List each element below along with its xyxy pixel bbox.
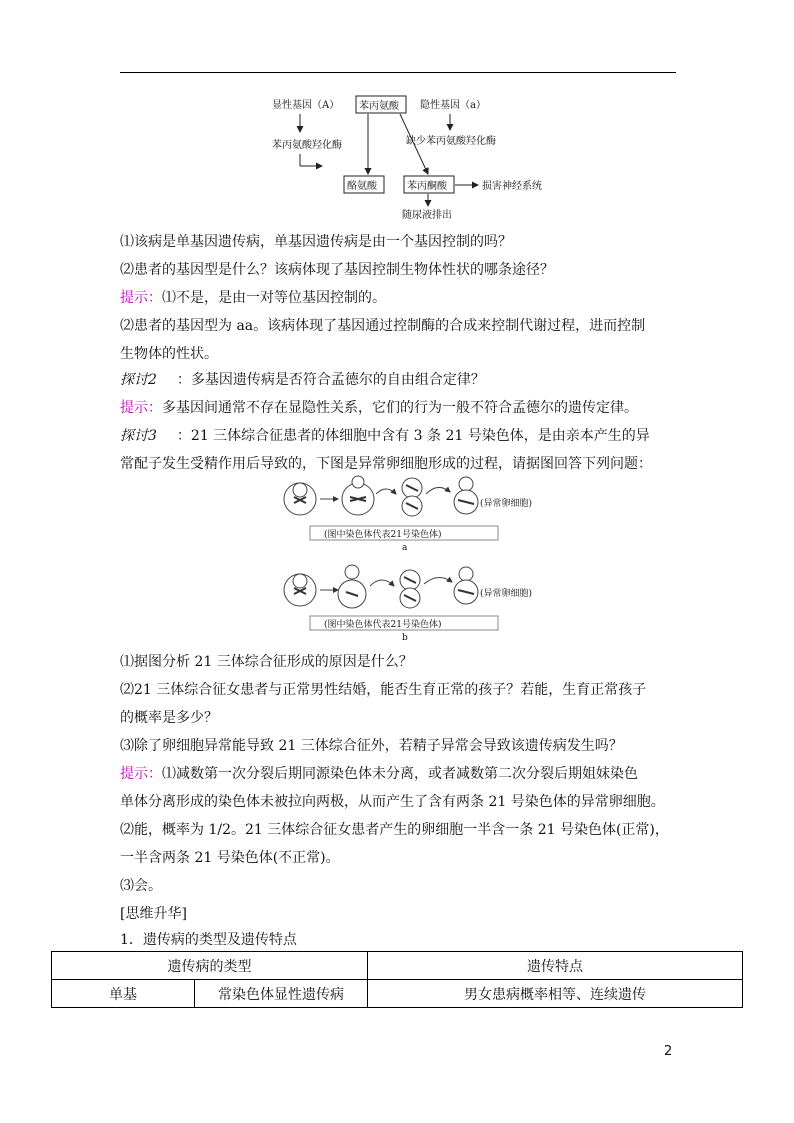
abnormal-egg-label-a: (异常卵细胞) — [480, 499, 533, 509]
meiosis-figure — [282, 472, 558, 644]
abnormal-egg-label-b: (异常卵细胞) — [480, 589, 533, 599]
page-number: 2 — [664, 1044, 673, 1059]
section-heading: 1．遗传病的类型及遗传特点 — [120, 932, 297, 948]
explore-3-label: 探讨3 — [120, 428, 157, 444]
answer-1 — [120, 284, 680, 312]
explore-3-text: ：21 三体综合征患者的体细胞中含有 3 条 21 号染色体，是由亲本产生的异 — [176, 428, 650, 444]
question-3: ⑴据图分析 21 三体综合征形成的原因是什么？ — [120, 654, 413, 670]
pku-flow-diagram — [260, 92, 560, 224]
hint-label: 提示： — [120, 290, 162, 306]
hint-label-3: 提示： — [120, 766, 162, 782]
answer-2-line-1: ⑵患者的基因型为 aa。该病体现了基因通过控制酶的合成来控制代谢过程，进而控制 — [120, 318, 646, 334]
row1-category: 单基 — [52, 980, 195, 1008]
question-2: ⑵患者的基因型是什么？该病体现了基因控制生物体性状的哪条途径？ — [120, 262, 554, 278]
lack-enzyme-label: 缺少苯丙氨酸羟化酶 — [406, 136, 496, 147]
answer-2-line-2: 生物体的性状。 — [120, 346, 218, 362]
row1-type: 常染色体显性遗传病 — [195, 980, 368, 1008]
hint-label-2: 提示： — [120, 400, 162, 416]
explore-2-label: 探讨2 — [120, 372, 157, 388]
ppa-label: 苯丙酮酸 — [407, 181, 447, 192]
table-row — [52, 980, 743, 1008]
urine-label: 随尿液排出 — [402, 210, 452, 221]
header-rule — [120, 72, 676, 73]
caption-b: (图中染色体代表21号染色体) — [324, 620, 442, 630]
row1-feature: 男女患病概率相等、连续遗传 — [368, 980, 743, 1008]
answer-3-line-1 — [120, 760, 680, 788]
header-feature: 遗传特点 — [368, 952, 743, 980]
question-4-line-1: ⑵21 三体综合征女患者与正常男性结婚，能否生育正常的孩子？若能，生育正常孩子 — [120, 682, 647, 698]
damage-label: 损害神经系统 — [482, 181, 542, 192]
answer-3-line-2: 单体分离形成的染色体未被拉向两极，从而产生了含有两条 21 号染色体的异常卵细胞。 — [120, 794, 665, 810]
explore-3-line-1 — [120, 422, 680, 450]
answer-1-text: ⑴不是，是由一对等位基因控制的。 — [162, 290, 386, 306]
header-type: 遗传病的类型 — [52, 952, 368, 980]
question-5: ⑶除了卵细胞异常能导致 21 三体综合征外，若精子异常会导致该遗传病发生吗？ — [120, 738, 623, 754]
explore-2-hint-text: 多基因间通常不存在显隐性关系，它们的行为一般不符合孟德尔的遗传定律。 — [162, 400, 638, 416]
answer-4-line-2: 一半含两条 21 号染色体(不正常)。 — [120, 850, 340, 866]
genetic-disease-table — [51, 951, 743, 1008]
caption-a: (图中染色体代表21号染色体) — [324, 530, 442, 540]
label-b: b — [402, 633, 408, 643]
explore-2-hint — [120, 394, 680, 422]
section-label: [思维升华] — [120, 906, 187, 922]
phe-label: 苯丙氨酸 — [359, 101, 399, 112]
tyr-label: 酪氨酸 — [347, 181, 377, 192]
recessive-gene-label: 隐性基因（a） — [420, 100, 486, 111]
label-a: a — [402, 543, 408, 553]
explore-2-text: ：多基因遗传病是否符合孟德尔的自由组合定律？ — [176, 372, 485, 388]
enzyme-label: 苯丙氨酸羟化酶 — [272, 140, 342, 151]
answer-4-line-1: ⑵能，概率为 1/2。21 三体综合征女患者产生的卵细胞一半含一条 21 号染色体(正常)， — [120, 822, 669, 838]
answer-3-text: ⑴减数第一次分裂后期同源染色体未分离，或者减数第二次分裂后期姐妹染色 — [162, 766, 638, 782]
answer-5: ⑶会。 — [120, 878, 162, 894]
dominant-gene-label: 显性基因（A） — [272, 100, 340, 111]
explore-3-line-2: 常配子发生受精作用后导致的，下图是异常卵细胞形成的过程，请据图回答下列问题： — [120, 456, 652, 472]
question-1: ⑴该病是单基因遗传病，单基因遗传病是由一个基因控制的吗？ — [120, 234, 512, 250]
explore-2 — [120, 366, 680, 394]
question-4-line-2: 的概率是多少？ — [120, 710, 218, 726]
table-row — [52, 952, 743, 980]
